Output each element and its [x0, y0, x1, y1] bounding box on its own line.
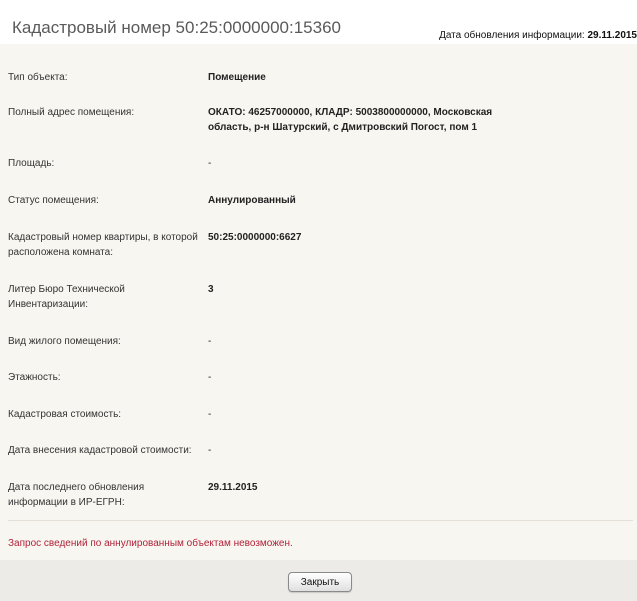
- dialog-footer: [0, 560, 637, 601]
- dialog-header: [0, 0, 637, 44]
- field-label: Литер Бюро Технической Инвентаризации:: [8, 284, 125, 310]
- field-value: 3: [208, 284, 214, 295]
- field-label: Площадь:: [8, 158, 55, 169]
- field-value: -: [208, 158, 212, 169]
- field-value: Помещение: [208, 72, 266, 83]
- page-title: Кадастровый номер 50:25:0000000:15360: [12, 18, 342, 37]
- field-value: ОКАТО: 46257000000, КЛАДР: 5003800000000, Московская область, р-н Шатурский, с Дмитровский Погост, пом 1: [208, 107, 493, 133]
- field-label: Полный адрес помещения:: [8, 107, 135, 118]
- field-value: 50:25:0000000:6627: [208, 232, 302, 243]
- field-value: -: [208, 336, 212, 347]
- field-value: -: [208, 409, 212, 420]
- field-value: -: [208, 445, 212, 456]
- field-label: Кадастровый номер квартиры, в которой расположена комната:: [8, 232, 198, 258]
- field-label: Статус помещения:: [8, 195, 99, 206]
- field-value: -: [208, 372, 212, 383]
- close-button[interactable]: Закрыть: [288, 572, 352, 592]
- update-info-date: 29.11.2015: [587, 30, 637, 41]
- update-info-label: Дата обновления информации:: [439, 30, 588, 41]
- divider: [8, 520, 633, 521]
- field-label: Дата внесения кадастровой стоимости:: [8, 445, 192, 456]
- field-label: Дата последнего обновления информации в ИР-ЕГРН:: [8, 482, 145, 508]
- field-value: Аннулированный: [208, 195, 296, 206]
- warning-message: Запрос сведений по аннулированным объектам невозможен.: [8, 538, 293, 549]
- field-label: Кадастровая стоимость:: [8, 409, 122, 420]
- update-info: [439, 30, 637, 41]
- field-label: Вид жилого помещения:: [8, 336, 121, 347]
- field-label: Этажность:: [8, 372, 61, 383]
- property-details: [0, 44, 637, 560]
- field-value: 29.11.2015: [208, 482, 258, 493]
- field-label: Тип объекта:: [8, 72, 68, 83]
